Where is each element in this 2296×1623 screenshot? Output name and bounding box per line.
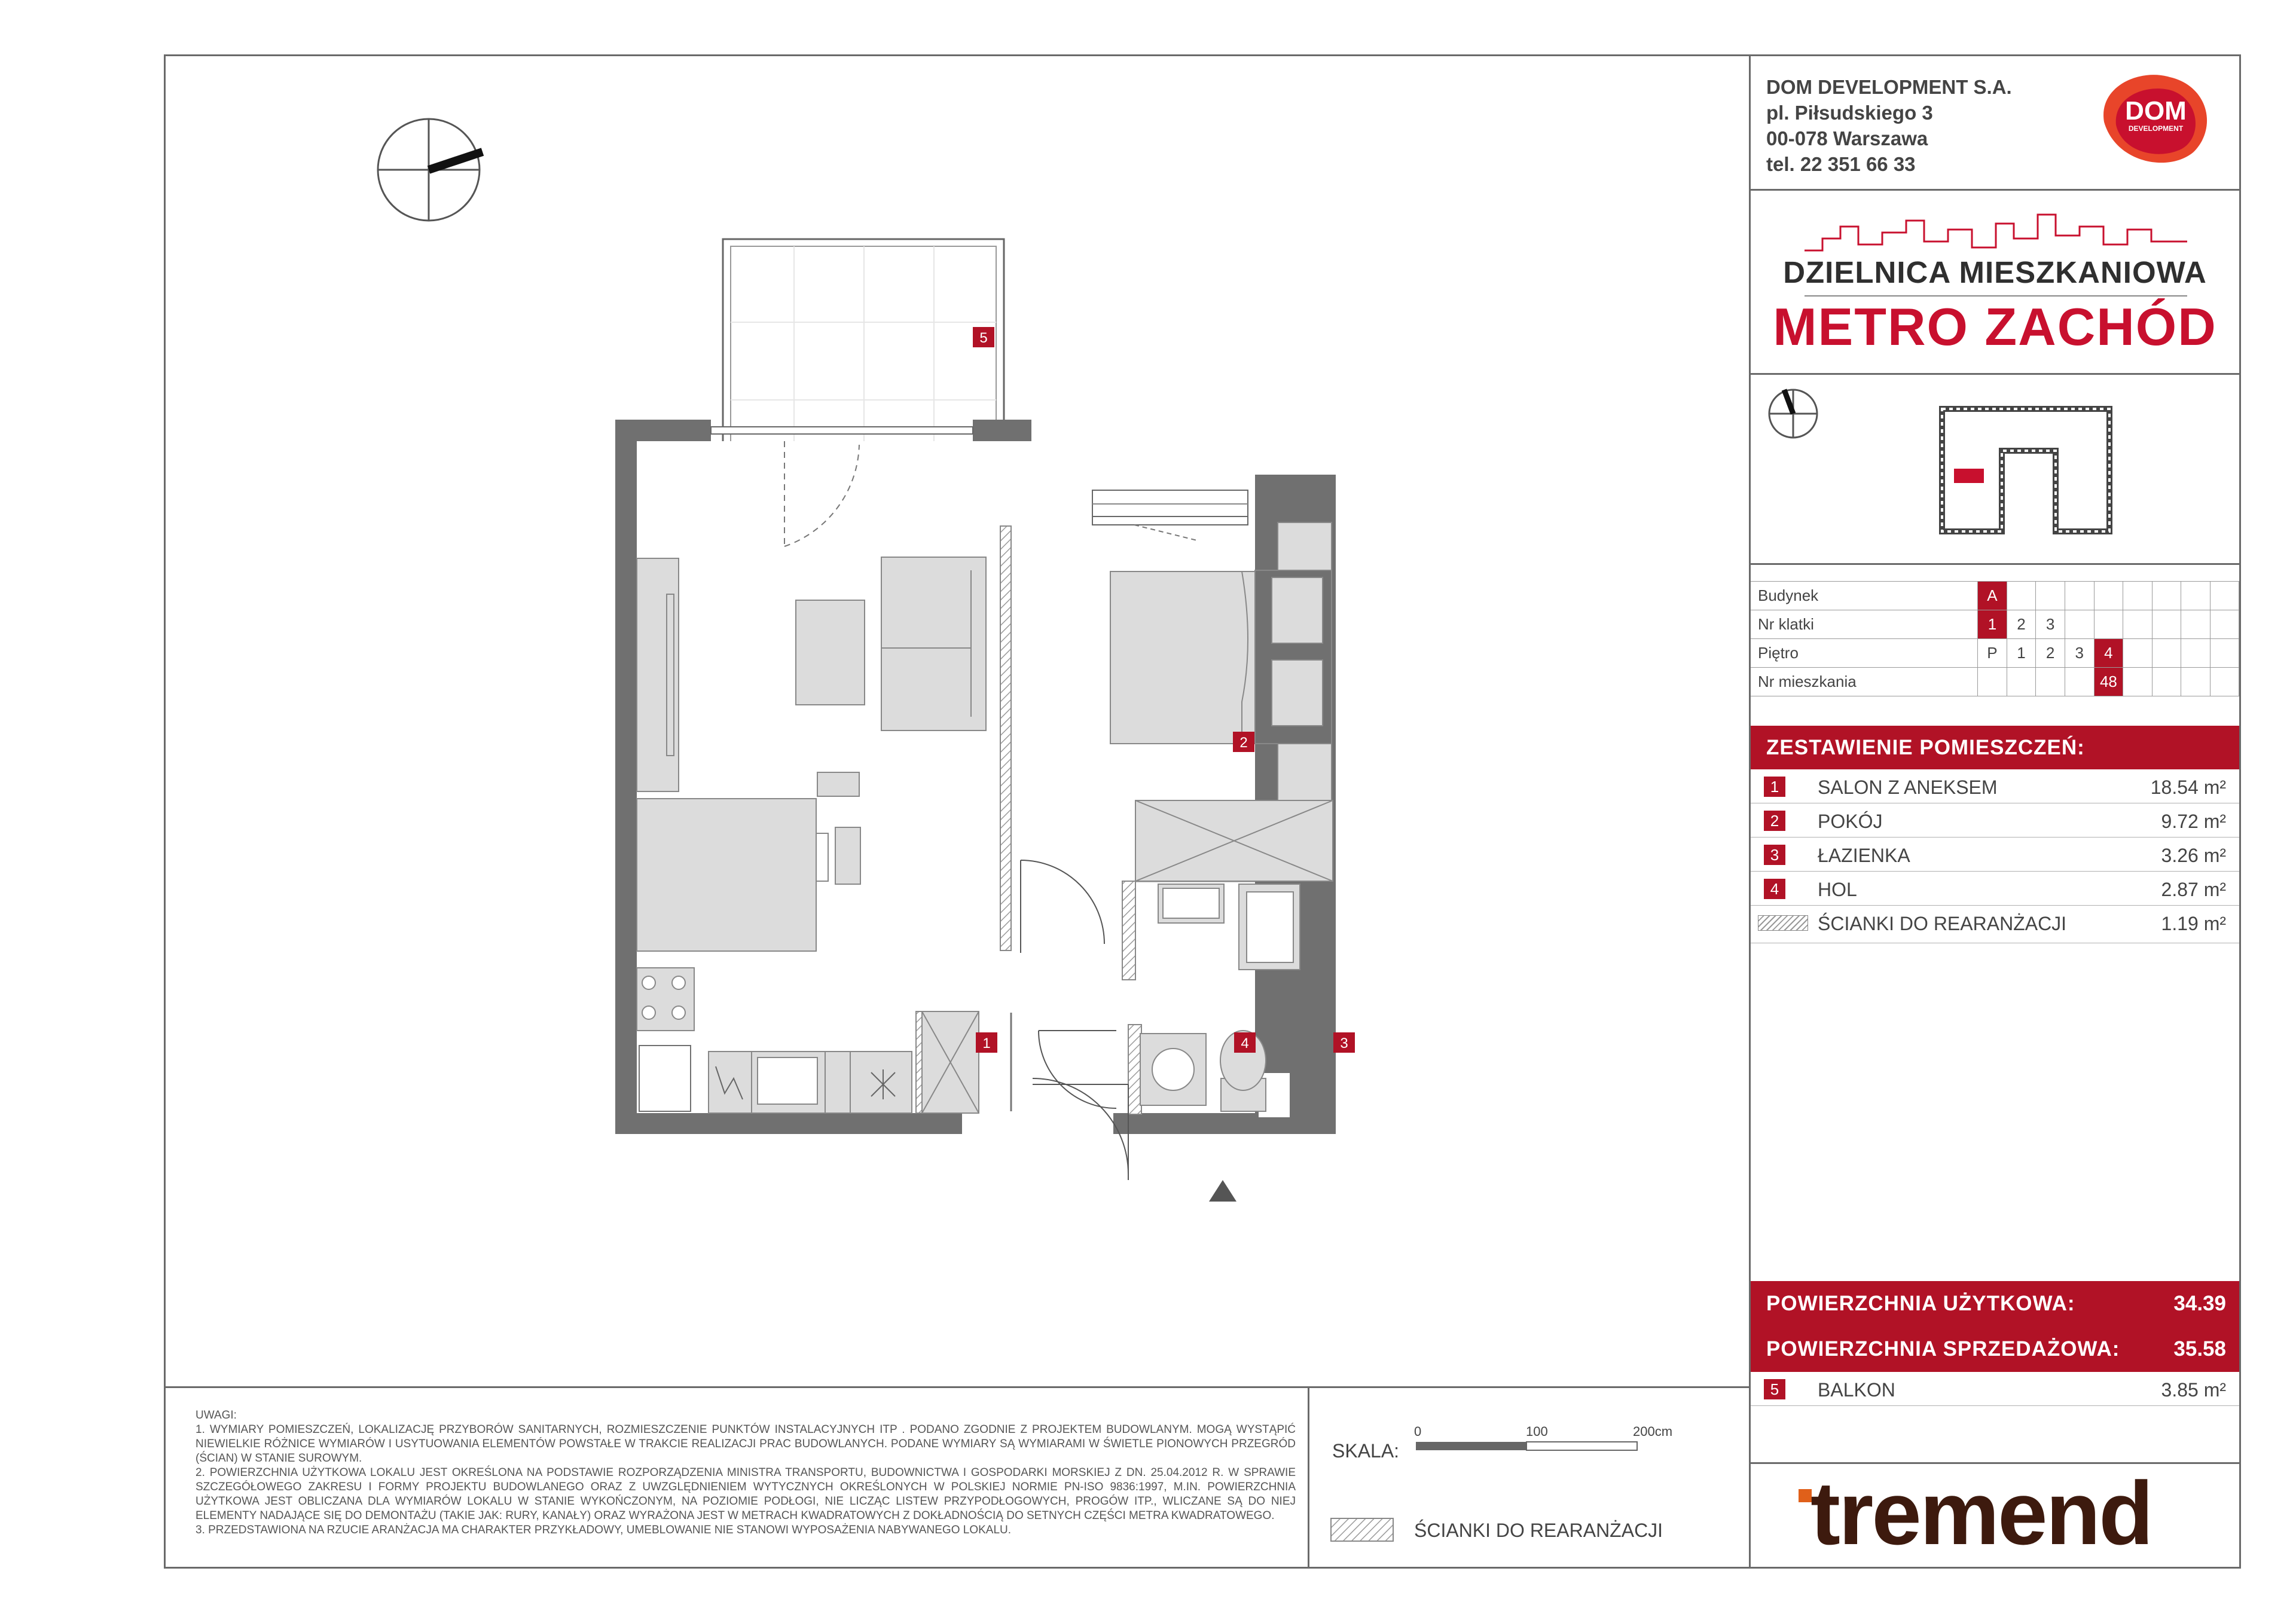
info-cell <box>2007 668 2036 696</box>
info-cell: 2 <box>2007 610 2036 639</box>
info-cell <box>2036 668 2065 696</box>
room-row <box>1751 838 2239 872</box>
room-label-4: 4 <box>1241 1035 1249 1052</box>
skyline-icon <box>1805 209 2187 256</box>
info-cell <box>2123 668 2152 696</box>
hatch-swatch <box>1758 915 1808 931</box>
room-label-5: 5 <box>979 330 988 346</box>
balcony-area: 3.85 m² <box>2161 1379 2226 1401</box>
room-area: 3.26 m² <box>2161 845 2226 866</box>
info-cell <box>2007 582 2036 610</box>
sales-area-row <box>1751 1326 2239 1372</box>
info-cell <box>2181 610 2210 639</box>
scale-tick-200: 200cm <box>1633 1424 1673 1439</box>
tremend-dot <box>1799 1489 1812 1502</box>
info-row-label: Budynek <box>1751 582 1978 610</box>
partitions-area: 1.19 m² <box>2161 913 2226 934</box>
room-num: 4 <box>1764 879 1785 899</box>
storage-cabinet <box>922 1011 979 1113</box>
info-cell <box>2065 582 2094 610</box>
info-row-label: Nr mieszkania <box>1751 668 1978 696</box>
info-row <box>1751 582 2239 610</box>
sheet <box>164 54 2241 1569</box>
info-cell: 3 <box>2036 610 2065 639</box>
usable-area-row <box>1751 1281 2239 1326</box>
info-cell <box>2036 582 2065 610</box>
info-cell <box>2210 582 2239 610</box>
info-row <box>1751 639 2239 668</box>
info-cell <box>2181 582 2210 610</box>
info-cell <box>2065 610 2094 639</box>
apartment-info-table <box>1751 581 2239 696</box>
room-num: 1 <box>1764 777 1785 797</box>
info-row-label: Piętro <box>1751 639 1978 668</box>
info-cell <box>2210 639 2239 668</box>
info-cell: 48 <box>2094 668 2123 696</box>
info-cell: 3 <box>2065 639 2094 668</box>
info-cell: A <box>1978 582 2007 610</box>
info-panel <box>1749 56 2239 1569</box>
notes-text: UWAGI: 1. WYMIARY POMIESZCZEŃ, LOKALIZACJĘ PRZYBORÓW SANITARNYCH, ROZMIESZCZENIE PUNKTÓW INSTALACYJNYCH ITP . PODANO ZGODNIE Z PROJEKTEM BUDOWLANYM. MOGĄ WYSTĄPIĆ NIEWIELKIE RÓŻNICE WYMIARÓW I USYTUOWANIA ELEMENTÓW POWSTAŁE W TRAKCIE REALIZACJI PRAC BUDOWLANYCH. PODANE WYMIARY SĄ WYMIARAMI W ŚWIETLE PIONOWYCH PRZEGRÓD (ŚCIAN) W STANIE SUROWYM. 2. POWIERZCHNIA UŻYTKOWA LOKALU JEST OKREŚLONA NA PODSTAWIE ROZPORZĄDZENIA MINISTRA TRANSPORTU, BUDOWNICTWA I GOSPODARKI MORSKIEJ Z DN. 25.04.2012 R. W SPRAWIE SZCZEGÓŁOWEGO ZAKRESU I FORMY PROJEKTU BUDOWLANEGO ORAZ Z UWZGLĘDNIENIEM WYTYCZNYCH OKREŚLONYCH W POLSKIEJ NORMIE PN-ISO 9836:1997, M.IN. POWIERZCHNIA UŻYTKOWA JEST OBLICZANA DLA WYMIARÓW LOKALU W STANIE WYKOŃCZONYM, NA POZIOMIE PODŁOGI, NIE LICZĄC LISTEW PRZYPODŁOGOWYCH, PROGÓW ITP., WLICZANE SĄ DO NIEJ ELEMENTY NADAJĄCE SIĘ DO DEMONTAŻU (TAKIE JAK: RURY, KANAŁY) ORAZ WYRAŻONA JEST W METRACH KWADRATOWYCH Z DOKŁADNOŚCIĄ DO SETNYCH CZĘŚCI METRA KWADRATOWEGO. 3. PRZEDSTAWIONA NA RZUCIE ARANŻACJA MA CHARAKTER PRZYKŁADOWY, UMEBLOWANIE NIE STANOWI WYPOSAŻENIA NABYWANEGO LOKALU. <box>196 1409 1296 1536</box>
room-name: HOL <box>1818 879 1857 900</box>
info-cell <box>2152 668 2181 696</box>
room-num: 3 <box>1764 845 1785 865</box>
company-address-1: pl. Piłsudskiego 3 <box>1766 102 1933 124</box>
room-area: 18.54 m² <box>2150 777 2226 798</box>
usable-area-label: POWIERZCHNIA UŻYTKOWA: <box>1766 1292 2075 1315</box>
info-cell: 1 <box>2007 639 2036 668</box>
room-label-1: 1 <box>982 1035 991 1052</box>
company-address-2: 00-078 Warszawa <box>1766 127 1928 149</box>
entrance-arrow-icon <box>1209 1180 1236 1202</box>
wardrobe <box>1135 800 1333 881</box>
room-name: POKÓJ <box>1818 811 1883 832</box>
scale-box <box>1308 1386 1749 1569</box>
room-area: 9.72 m² <box>2161 811 2226 832</box>
scale-tick-0: 0 <box>1414 1424 1422 1439</box>
scale-tick-100: 100 <box>1526 1424 1548 1439</box>
balcony-row <box>1751 1372 2239 1406</box>
info-cell <box>2094 582 2123 610</box>
room-num: 2 <box>1764 811 1785 831</box>
info-cell <box>2181 668 2210 696</box>
info-cell <box>2123 610 2152 639</box>
logo-dom-text: DOM <box>2125 96 2187 126</box>
info-cell: 4 <box>2094 639 2123 668</box>
room-name: SALON Z ANEKSEM <box>1818 777 1998 798</box>
company-name: DOM DEVELOPMENT S.A. <box>1766 76 2012 98</box>
info-row <box>1751 610 2239 639</box>
info-cell <box>2210 668 2239 696</box>
info-cell <box>2123 639 2152 668</box>
compass-icon <box>378 119 483 221</box>
room-area: 2.87 m² <box>2161 879 2226 900</box>
info-cell <box>2210 610 2239 639</box>
divider <box>1751 563 2239 565</box>
stove <box>637 968 694 1031</box>
tremend-word: tremend <box>1810 1463 2152 1563</box>
info-cell <box>2152 582 2181 610</box>
usable-area-value: 34.39 <box>2173 1292 2226 1315</box>
balcony-name: BALKON <box>1818 1379 1895 1401</box>
rooms-list <box>1751 769 2239 943</box>
brand-line-2: METRO ZACHÓD <box>1773 297 2217 356</box>
tremend-logo <box>1751 1462 2239 1569</box>
building-key-plan <box>1936 397 2115 534</box>
room-label-3: 3 <box>1340 1035 1348 1052</box>
room-name: ŁAZIENKA <box>1818 845 1910 866</box>
floor-plan <box>166 56 1749 1386</box>
info-cell <box>2181 639 2210 668</box>
info-cell: 1 <box>1978 610 2007 639</box>
info-row <box>1751 668 2239 696</box>
notes-box <box>166 1386 1308 1569</box>
company-info <box>1766 74 2012 177</box>
sales-area-value: 35.58 <box>2173 1337 2226 1361</box>
partitions-row <box>1751 906 2239 943</box>
room-row <box>1751 803 2239 838</box>
room-label-2: 2 <box>1239 735 1248 751</box>
brand-line-1: DZIELNICA MIESZKANIOWA <box>1783 255 2207 289</box>
info-cell <box>1978 668 2007 696</box>
info-cell <box>2065 668 2094 696</box>
divider <box>1751 373 2239 375</box>
legend-label: ŚCIANKI DO REARANŻACJI <box>1414 1520 1663 1541</box>
logo-development-text: DEVELOPMENT <box>2128 124 2184 133</box>
room-row <box>1751 769 2239 803</box>
info-cell: 2 <box>2036 639 2065 668</box>
balcony-num: 5 <box>1764 1379 1785 1399</box>
info-cell: P <box>1978 639 2007 668</box>
divider <box>1751 189 2239 191</box>
info-cell <box>2152 610 2181 639</box>
kitchen-counter <box>709 1052 912 1113</box>
rooms-header: ZESTAWIENIE POMIESZCZEŃ: <box>1751 726 2239 769</box>
info-cell <box>2123 582 2152 610</box>
room-row <box>1751 872 2239 906</box>
partitions-name: ŚCIANKI DO REARANŻACJI <box>1818 913 2067 934</box>
info-row-label: Nr klatki <box>1751 610 1978 639</box>
scale-label: SKALA: <box>1332 1440 1400 1462</box>
sales-area-label: POWIERZCHNIA SPRZEDAŻOWA: <box>1766 1337 2120 1361</box>
company-phone: tel. 22 351 66 33 <box>1766 153 1916 175</box>
info-cell <box>2094 610 2123 639</box>
info-cell <box>2152 639 2181 668</box>
north-arrow-icon <box>1766 387 1820 441</box>
